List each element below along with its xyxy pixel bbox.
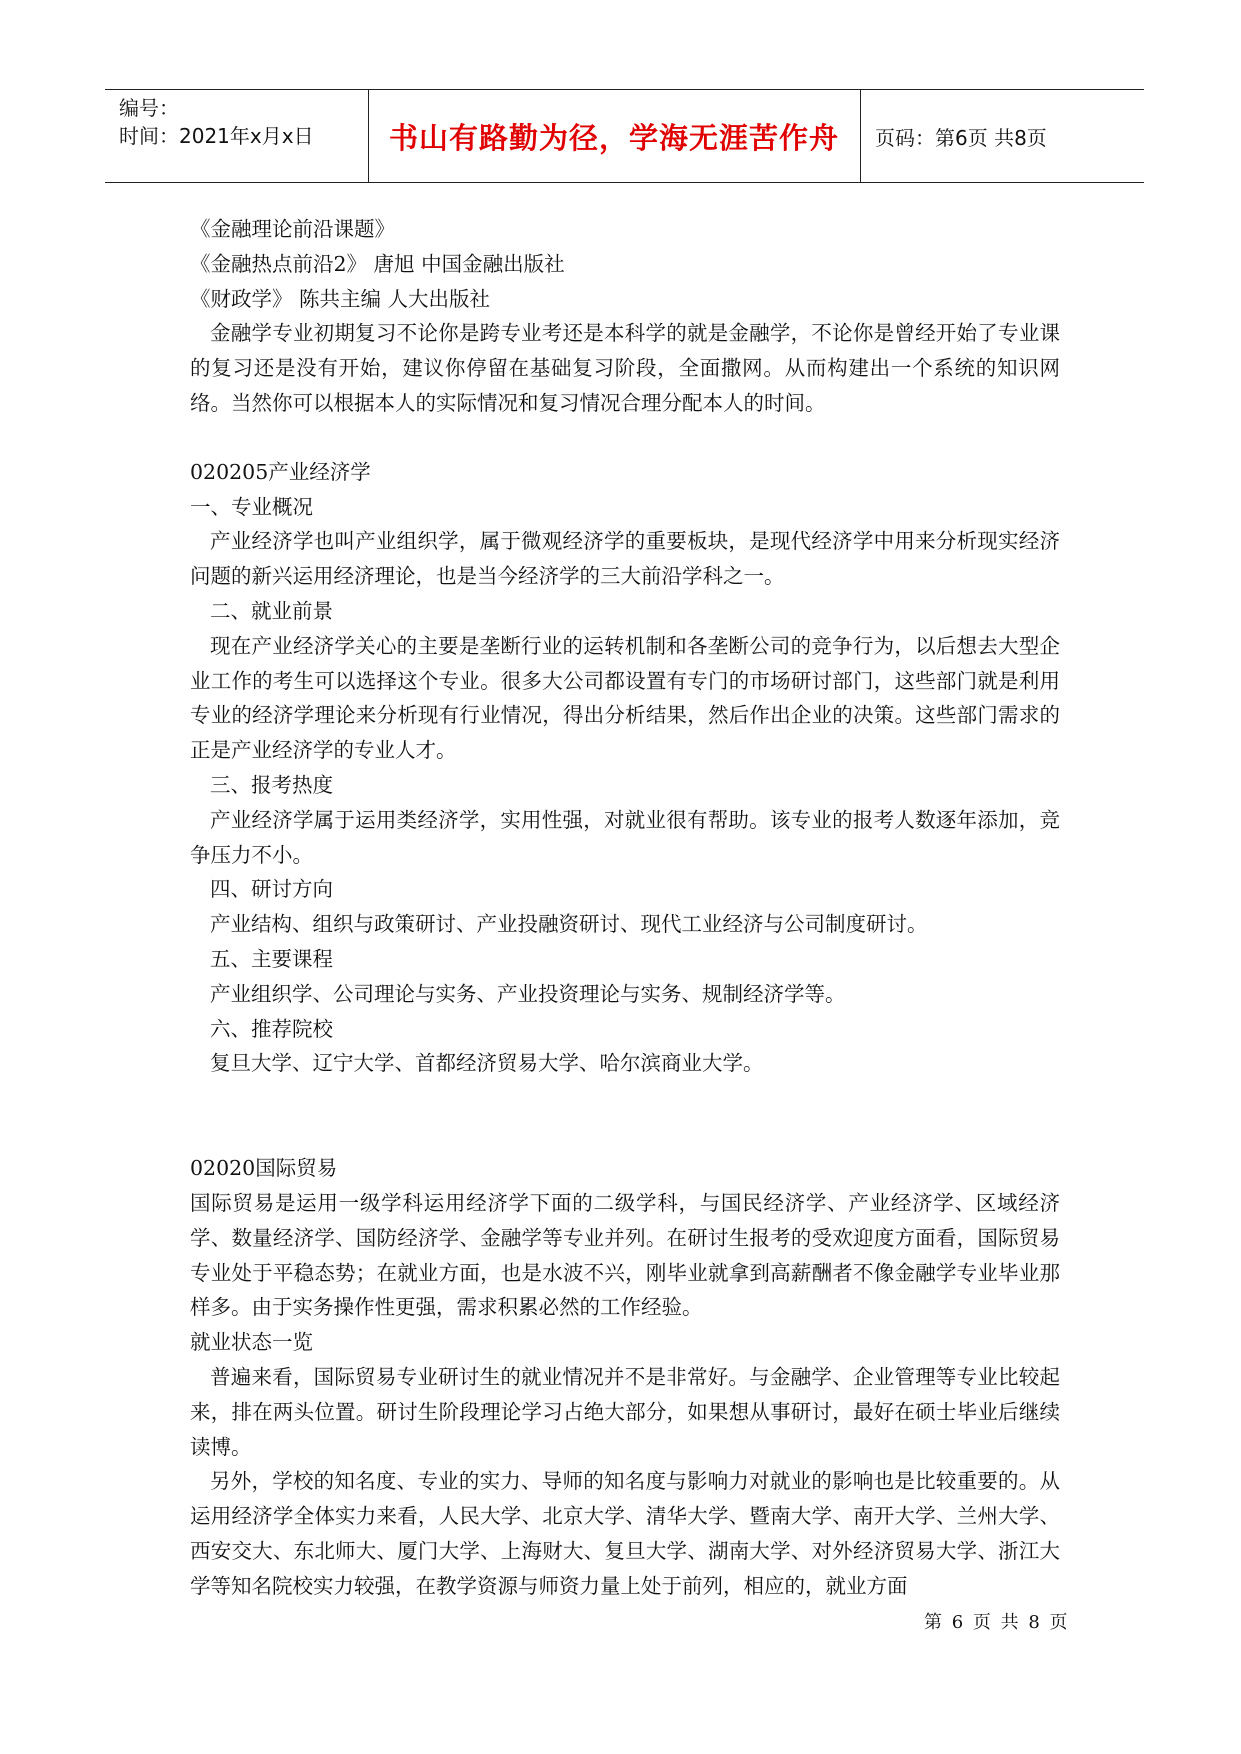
paragraph: 产业经济学属于运用类经济学，实用性强，对就业很有帮助。该专业的报考人数逐年添加，竞争压力不小。: [190, 807, 1060, 867]
header-info: [119, 94, 314, 150]
paragraph: 现在产业经济学关心的主要是垄断行业的运转机制和各垄断公司的竞争行为，以后想去大型企业工作的考生可以选择这个专业。很多大公司都设置有专门的市场研讨部门，这些部门就是利用专业的经济学理论来分析现有行业情况，得出分析结果，然后作出企业的决策。这些部门需求的正是产业经济学的专业人才。: [190, 633, 1060, 763]
paragraph: 产业结构、组织与政策研讨、产业投融资研讨、现代工业经济与公司制度研讨。: [210, 912, 928, 937]
reference-line: 《财政学》 陈共主编 人大出版社: [190, 286, 491, 311]
section-heading: 二、就业前景: [210, 598, 333, 623]
header-motto: 书山有路勤为径，学海无涯苦作舟: [388, 120, 839, 155]
paragraph: 产业经济学也叫产业组织学，属于微观经济学的重要板块，是现代经济学中用来分析现实经济问题的新兴运用经济理论，也是当今经济学的三大前沿学科之一。: [190, 529, 1060, 589]
time-label: 时间：2021年x月x日: [119, 124, 314, 148]
paragraph: 产业组织学、公司理论与实务、产业投资理论与实务、规制经济学等。: [210, 981, 846, 1006]
section-heading: 一、专业概况: [190, 494, 313, 519]
section-heading: 五、主要课程: [210, 946, 333, 971]
paragraph: 另外，学校的知名度、专业的实力、导师的知名度与影响力对就业的影响也是比较重要的。从运用经济学全体实力来看，人民大学、北京大学、清华大学、暨南大学、南开大学、兰州大学、西安交大、东北师大、厦门大学、上海财大、复旦大学、湖南大学、对外经济贸易大学、浙江大学等知名院校实力较强，在教学资源与师资力量上处于前列，相应的，就业方面: [190, 1469, 1060, 1598]
header-page-label: 页码：第6页 共8页: [875, 126, 1047, 150]
document-body: [190, 212, 1060, 1603]
reference-line: 《金融理论前沿课题》: [190, 217, 395, 241]
header-divider: [860, 90, 861, 182]
paragraph: 金融学专业初期复习不论你是跨专业考还是本科学的就是金融学，不论你是曾经开始了专业课的复习还是没有开始，建议你停留在基础复习阶段，全面撒网。从而构建出一个系统的知识网络。当然你可以根据本人的实际情况和复习情况合理分配本人的时间。: [190, 321, 1060, 415]
paragraph: 普遍来看，国际贸易专业研讨生的就业情况并不是非常好。与金融学、企业管理等专业比较起来，排在两头位置。研讨生阶段理论学习占绝大部分，如果想从事研讨，最好在硕士毕业后继续读博。: [190, 1364, 1060, 1459]
paragraph: 国际贸易是运用一级学科运用经济学下面的二级学科，与国民经济学、产业经济学、区域经济学、数量经济学、国防经济学、金融学等专业并列。在研讨生报考的受欢迎度方面看，国际贸易专业处于平稳态势；在就业方面，也是水波不兴，刚毕业就拿到高薪酬者不像金融学专业毕业那样多。由于实务操作性更强，需求积累必然的工作经验。: [190, 1190, 1060, 1320]
section-heading: 三、报考热度: [210, 772, 333, 797]
paragraph: 复旦大学、辽宁大学、首都经济贸易大学、哈尔滨商业大学。: [210, 1051, 764, 1076]
number-label: 编号：: [119, 96, 179, 120]
page-footer: 第 6 页 共 8 页: [924, 1612, 1070, 1633]
section-heading: 四、研讨方向: [210, 877, 333, 902]
document-header: [105, 89, 1144, 183]
section-heading: 就业状态一览: [190, 1330, 313, 1355]
reference-line: 《金融热点前沿2》 唐旭 中国金融出版社: [190, 251, 565, 276]
section-heading: 六、推荐院校: [210, 1016, 333, 1041]
section-title: 02020国际贸易: [190, 1156, 338, 1181]
section-title: 020205产业经济学: [190, 459, 371, 484]
